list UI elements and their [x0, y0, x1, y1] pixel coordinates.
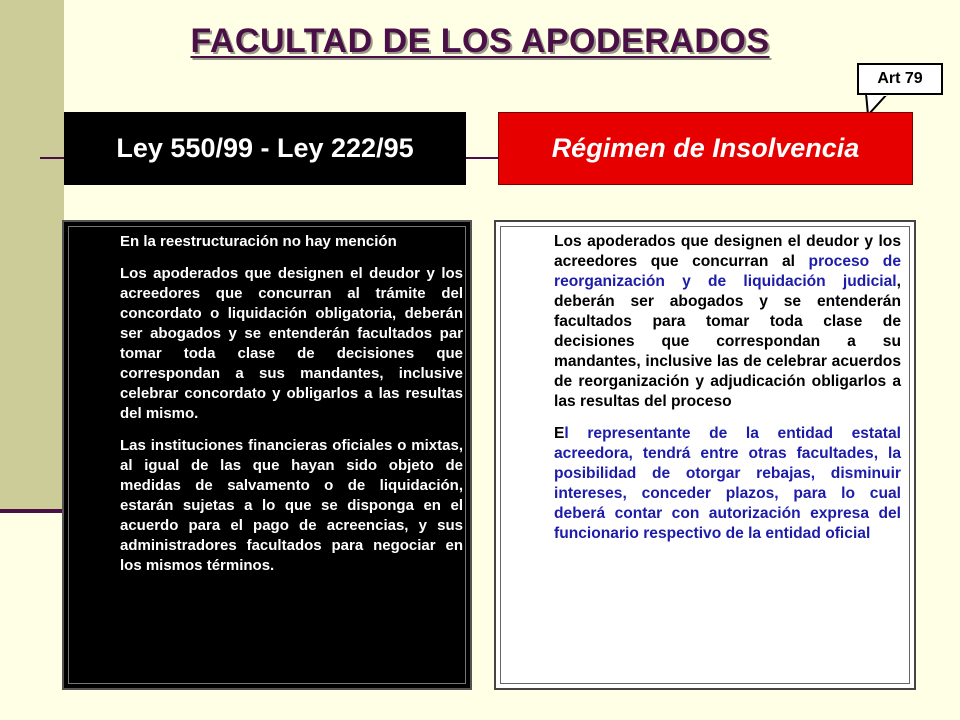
right-panel-content — [554, 232, 901, 556]
right-paragraph-2-body: l representante de la entidad estatal acreedora, tendrá entre otras facultades, la posibilidad de otorgar rebajas, disminuir intereses, conceder plazos, para lo cual deberá contar con autorización expresa del funcionario respectivo de la entidad oficial — [554, 425, 901, 542]
right-paragraph-2-initial: E — [554, 425, 565, 442]
left-paragraph-2: Los apoderados que designen el deudor y los acreedores que concurran al trámite del concordato o liquidación obligatoria, deberán ser abogados y se entenderán facultados par tomar toda clase de decisiones que correspondan a sus mandantes, inclusive celebrar concordato y obligarlos a las resultas del mismo. — [120, 265, 463, 422]
sidebar-divider-line — [0, 509, 66, 513]
slide-title: FACULTAD DE LOS APODERADOS — [190, 22, 770, 60]
right-paragraph-2 — [554, 424, 901, 544]
connector-line-left — [40, 157, 66, 159]
insolvency-header-box: Régimen de Insolvencia — [498, 112, 913, 185]
right-paragraph-1 — [554, 232, 901, 412]
left-paragraph-3: Las instituciones financieras oficiales o mixtas, al igual de las que hayan sido objeto de medidas de salvamento o de liquidación, estarán sujetas a lo que se disponga en el acuerdo para el pago de acreencias, y sus administradores facultados para negociar en los mismos términos. — [120, 437, 463, 574]
right-paragraph-1-start: Los apoderados que designen el deudor y los acreedores que concurran al — [554, 233, 901, 270]
law-header-box: Ley 550/99 - Ley 222/95 — [64, 112, 466, 185]
left-text-panel — [62, 220, 472, 690]
right-paragraph-1-end: , deberán ser abogados y se entenderán facultados para tomar toda clase de decisiones que correspondan a su mandantes, inclusive las de celebrar acuerdos de reorganización y adjudicación obligarlos a las resultas del proceso — [554, 273, 901, 410]
left-paragraph-1: En la reestructuración no hay mención — [120, 233, 397, 250]
left-sidebar-band — [0, 0, 64, 512]
connector-line-middle — [466, 157, 498, 159]
right-text-panel — [494, 220, 916, 690]
article-callout: Art 79 — [857, 63, 943, 95]
right-paragraph-1-highlight: proceso de reorganización y de liquidación judicial — [554, 253, 901, 290]
left-panel-content — [120, 232, 463, 588]
